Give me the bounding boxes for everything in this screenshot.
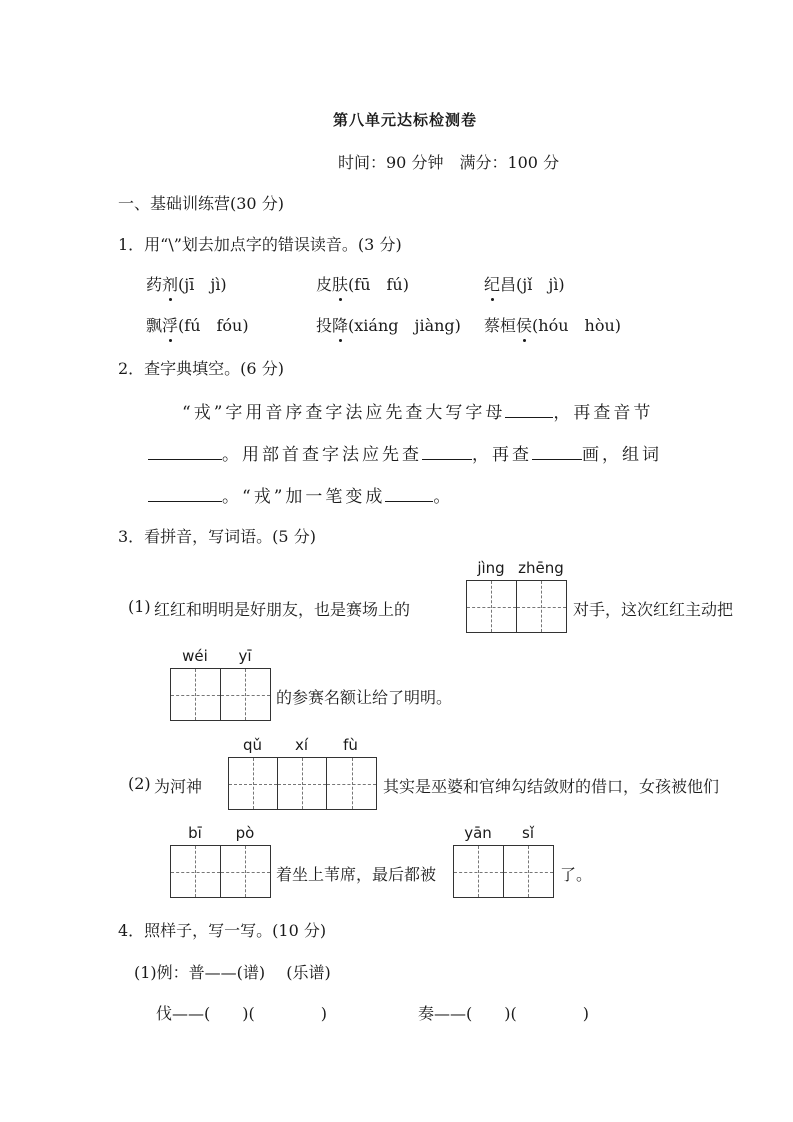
writing-grid-yansi[interactable] [453, 845, 554, 898]
q3-sub1-text: 的参赛名额让给了明明。 [276, 688, 453, 707]
grid-cell[interactable] [467, 581, 517, 632]
question-1-prompt: 1．用“\”划去加点字的错误读音。(3 分) [118, 235, 402, 254]
q3-sub1-text: 红红和明明是好朋友，也是赛场上的 [154, 600, 411, 619]
dotted-char: 纪 [484, 272, 500, 295]
q1-item-text: 昌 [500, 275, 517, 294]
pinyin-row [170, 647, 270, 665]
pinyin-row [453, 824, 553, 842]
q1-item [146, 272, 227, 295]
grid-cell[interactable] [171, 846, 221, 897]
pinyin: wéi [182, 647, 208, 665]
answer-blank[interactable] [148, 483, 222, 502]
pinyin: xí [294, 736, 309, 754]
pinyin-row [466, 559, 566, 577]
q2-line-1 [182, 398, 653, 423]
grid-cell[interactable] [278, 758, 327, 809]
question-3-prompt: 3．看拼音，写词语。(5 分) [118, 527, 316, 546]
q1-item [316, 272, 409, 295]
q1-item-options[interactable]: (jī jì) [178, 275, 227, 294]
q2-line-3 [148, 482, 453, 507]
pinyin: jìng [477, 559, 505, 577]
q1-item-text: 蔡桓 [484, 316, 517, 335]
q2-text: 。用部首查字法应先查 [222, 445, 422, 465]
writing-grid-bipo[interactable] [170, 845, 271, 898]
q1-item-text: 皮 [316, 275, 333, 294]
q1-item [316, 313, 461, 336]
dash: —— [172, 1004, 205, 1023]
grid-cell[interactable] [171, 669, 221, 720]
q3-sub2-text: 其实是巫婆和官绅勾结敛财的借口，女孩被他们 [383, 777, 720, 796]
section-heading: 一、基础训练营(30 分) [118, 194, 284, 213]
grid-cell[interactable] [504, 846, 554, 897]
dotted-char: 浮 [162, 313, 178, 336]
answer-blank[interactable] [505, 399, 553, 418]
q3-sub2-label: (2) [128, 774, 151, 793]
q4-item-zou [418, 1001, 589, 1024]
pinyin: zhēng [518, 559, 564, 577]
q1-item-options[interactable]: (jǐ jì) [516, 275, 565, 294]
q1-item [146, 313, 249, 336]
q2-text: 。“戎”加一笔变成 [222, 487, 386, 507]
pinyin: fù [343, 736, 358, 754]
dash: —— [434, 1004, 467, 1023]
q3-sub2-text: 了。 [560, 865, 593, 884]
pinyin: pò [235, 824, 255, 842]
q3-sub2-text: 为河神 [154, 777, 203, 796]
q2-line-2 [148, 440, 662, 465]
q1-item-options[interactable]: (fū fú) [348, 275, 409, 294]
grid-cell[interactable] [517, 581, 567, 632]
q3-sub1-label: (1) [128, 597, 151, 616]
q1-item-options[interactable]: (xiáng jiàng) [348, 316, 461, 335]
pinyin: qǔ [242, 736, 263, 754]
q3-sub1-text: 对手，这次红红主动把 [573, 600, 734, 619]
q4-char: 伐 [156, 1004, 173, 1023]
answer-paren: ) [582, 1004, 589, 1023]
q2-text: ，再查音节 [553, 403, 654, 423]
grid-cell[interactable] [454, 846, 504, 897]
q2-text: 画，组词 [582, 445, 662, 465]
answer-blank[interactable] [422, 441, 472, 460]
q1-item-options[interactable]: (fú fóu) [178, 316, 249, 335]
answer-paren: ) [320, 1004, 327, 1023]
pinyin: bī [188, 824, 202, 842]
answer-blank[interactable] [385, 483, 433, 502]
question-2-prompt: 2．查字典填空。(6 分) [118, 359, 284, 378]
grid-cell[interactable] [221, 846, 271, 897]
dotted-char: 侯 [516, 313, 532, 336]
grid-cell[interactable] [229, 758, 278, 809]
grid-cell[interactable] [221, 669, 271, 720]
writing-grid-weiyi[interactable] [170, 668, 271, 721]
pinyin-row [170, 824, 270, 842]
writing-grid-quxifu[interactable] [228, 757, 377, 810]
q1-item-text: 药 [146, 275, 163, 294]
pinyin: yī [238, 647, 252, 665]
q3-sub2-text: 着坐上苇席，最后都被 [276, 865, 437, 884]
q2-text: ，再查 [472, 445, 532, 465]
exam-meta: 时间：90 分钟 满分：100 分 [338, 153, 560, 172]
q2-text: 。 [433, 487, 454, 507]
pinyin: yān [464, 824, 492, 842]
dotted-char: 肤 [332, 272, 348, 295]
answer-paren[interactable]: ( )( [466, 1004, 517, 1023]
answer-blank[interactable] [148, 441, 222, 460]
answer-blank[interactable] [532, 441, 582, 460]
q4-item-fa [156, 1001, 327, 1024]
q4-char: 奏 [418, 1004, 435, 1023]
q2-text: “戎”字用音序查字法应先查大写字母 [182, 403, 506, 423]
grid-cell[interactable] [327, 758, 376, 809]
q1-item [484, 313, 621, 336]
q1-item-text: 投 [316, 316, 333, 335]
q1-item-options[interactable]: (hóu hòu) [532, 316, 622, 335]
pinyin: sǐ [522, 824, 534, 842]
dotted-char: 剂 [162, 272, 178, 295]
pinyin-row [228, 736, 375, 754]
q1-item-text: 飘 [146, 316, 163, 335]
dotted-char: 降 [332, 313, 348, 336]
q1-item [484, 272, 565, 295]
writing-grid-jingzheng[interactable] [466, 580, 567, 633]
q4-example: (1)例：普——(谱) (乐谱) [134, 963, 331, 982]
question-4-prompt: 4．照样子，写一写。(10 分) [118, 921, 327, 940]
page-title: 第八单元达标检测卷 [333, 111, 478, 129]
answer-paren[interactable]: ( )( [204, 1004, 255, 1023]
